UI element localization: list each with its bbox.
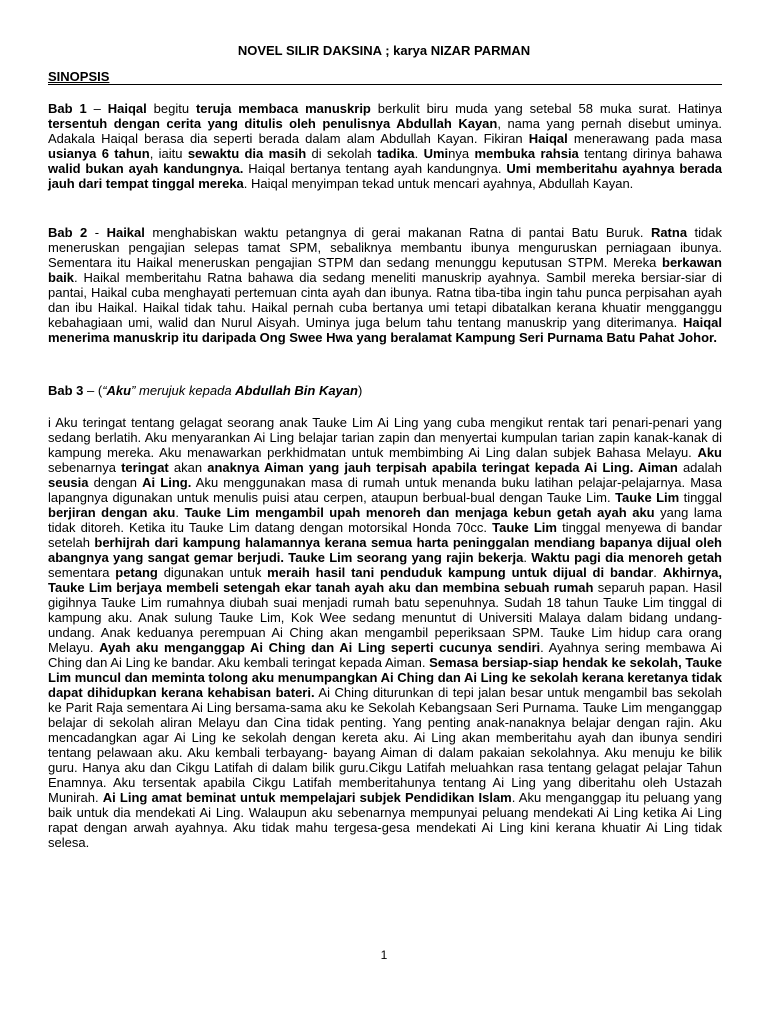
text-run: teringat xyxy=(121,460,169,475)
text-run: . xyxy=(175,505,185,520)
text-run: . xyxy=(414,146,424,161)
text-run: – ( xyxy=(83,383,103,398)
text-run: . Ayahnya sering membawa Ai Ching dan Ai Ling ke bandar. Aku kembali teringat kepada Aiman. xyxy=(48,640,722,670)
document-title: NOVEL SILIR DAKSINA ; karya NIZAR PARMAN xyxy=(237,43,531,58)
text-run: yang lama tidak ditoreh. Ketika itu Tauke Lim datang dengan motorsikal Honda 70cc. xyxy=(48,505,722,535)
paragraph-bab-1 xyxy=(48,101,722,191)
text-run: berkulit biru muda yang setebal 58 muka surat. Hatinya xyxy=(370,101,722,116)
text-run: - xyxy=(87,225,107,240)
text-run: menghabiskan waktu petangnya di gerai makanan Ratna di pantai Batu Buruk. xyxy=(144,225,651,240)
text-run: berjiran dengan aku xyxy=(48,505,176,520)
text-run: . xyxy=(523,550,532,565)
text-run: Ai Ling. xyxy=(142,475,192,490)
text-run: Ayah aku menganggap Ai Ching dan Ai Ling seperti cucunya sendiri xyxy=(99,640,541,655)
text-run: anaknya Aiman yang jauh terpisah apabila teringat kepada Ai Ling. Aiman xyxy=(207,460,678,475)
text-run: Haiqal xyxy=(107,101,147,116)
text-run: adalah xyxy=(677,460,722,475)
text-run: Haikal xyxy=(106,225,145,240)
text-run: usianya 6 tahun xyxy=(48,146,150,161)
text-run: Bab 1 xyxy=(48,101,87,116)
paragraph-bab-3-heading xyxy=(48,383,722,398)
text-run: tentang dirinya bahawa xyxy=(578,146,722,161)
text-run: Haiqal bertanya tentang ayah kandungnya. xyxy=(243,161,507,176)
section-heading-sinopsis: SINOPSIS xyxy=(48,69,722,85)
text-run: tidak meneruskan pengajian selepas tamat SPM, sebaliknya membantu ibunya menguruskan perniagaan ibunya. Sementara itu Haikal meneruskan pengajian STPM dan sedang menunggu keputusan STPM. Mereka xyxy=(48,225,723,270)
text-run: Umi xyxy=(423,146,449,161)
text-run: nya xyxy=(448,146,475,161)
text-run: berkawan baik xyxy=(48,255,722,285)
page-number: 1 xyxy=(380,948,388,962)
text-run: . Aku menganggap itu peluang yang baik untuk dia mendekati Ai Ling. Walaupun aku sebenarnya mempunyai peluang mendekati Ai Ling ketika Ai Ling rapat dengan arwah ayahnya. Aku tidak mahu tergesa-gesa mendekati Ai Ling kini kerana khuatir Ai Ling tidak selesa. xyxy=(48,790,722,850)
text-run: dengan xyxy=(88,475,143,490)
text-run: seusia xyxy=(48,475,89,490)
text-run: sewaktu dia masih xyxy=(187,146,307,161)
text-run: Tauke Lim xyxy=(492,520,557,535)
text-run: Akhirnya, Tauke Lim berjaya membeli setengah ekar tanah ayah aku dan membina sebuah rumah xyxy=(48,565,722,595)
text-run: sebenarnya xyxy=(48,460,122,475)
text-run: . xyxy=(653,565,663,580)
text-run: walid bukan ayah kandungnya. xyxy=(48,161,244,176)
text-run: “ xyxy=(102,383,107,398)
text-run: di sekolah xyxy=(306,146,378,161)
text-run: akan xyxy=(168,460,208,475)
text-run: Bab 3 xyxy=(48,383,84,398)
text-run: begitu xyxy=(146,101,196,116)
text-run: Waktu pagi dia menoreh getah xyxy=(531,550,722,565)
text-run: Ratna xyxy=(650,225,688,240)
text-run: Bab 2 xyxy=(48,225,88,240)
text-run: Semasa bersiap-siap hendak ke sekolah, Tauke Lim muncul dan meminta tolong aku menumpangkan Ai Ching dan Ai Ling ke sekolah kerana keretanya tidak dapat dihidupkan kerana kehabisan bateri. xyxy=(48,655,722,700)
text-run: membuka rahsia xyxy=(474,146,579,161)
text-run: menerawang pada masa xyxy=(567,131,723,146)
text-run: . Haikal memberitahu Ratna bahawa dia sedang meneliti manuskrip ayahnya. Sambil mereka bersiar-siar di pantai, Haikal cuba menghayati pertemuan cinta ayah dan ibunya. Ratna tiba-tiba ingin tahu punca perpisahan ayah dan ibu Haikal. Haikal tidak tahu. Haikal pernah cuba bertanya umi tetapi dibatalkan kerana khuatir mengganggu kebahagiaan umi, walid dan Nurul Aisyah. Uminya juga belum tahu tentang manuskrip yang diterimanya. xyxy=(48,270,722,330)
text-run: , nama yang pernah disebut uminya. Adakala Haiqal berasa dia seperti berada dalam alam Abdullah Kayan. Fikiran xyxy=(48,116,722,146)
text-run: teruja membaca manuskrip xyxy=(195,101,371,116)
text-run: separuh papan. Hasil gigihnya Tauke Lim rumahnya diubah suai menjadi rumah batu sepenuhnya. Sudah 18 tahun Tauke Lim tinggal di kampung aku. Anak sulung Tauke Lim, Kok Wee sedang menuntut di Universiti Malaya dalam bidang undang-undang. Anak keduanya perempuan Ai Ching akan mengambil peperiksaan SPM. Tauke Lim hidup cara orang Melayu. xyxy=(48,580,722,655)
text-run: ) xyxy=(357,383,363,398)
paragraph-bab-2 xyxy=(48,225,722,345)
text-run: sementara xyxy=(48,565,116,580)
text-run: , iaitu xyxy=(149,146,188,161)
text-run: Tauke Lim mengambil upah menoreh dan menjaga kebun getah ayah aku xyxy=(184,505,655,520)
text-run: tinggal menyewa di bandar setelah xyxy=(48,520,722,550)
text-run: Aku menggunakan masa di rumah untuk menanda buku latihan pelajar-pelajarnya. Masa lapangnya digunakan untuk menulis puisi atau cerpen, ataupun berbual-bual dengan Tauke Lim. xyxy=(48,475,722,505)
text-run: i Aku teringat tentang gelagat seorang anak Tauke Lim Ai Ling yang cuba mengikut rentak tari penari-penari yang sedang berlatih. Aku menyarankan Ai Ling belajar tarian zapin dan menyertai kumpulan tarian zapin kanak-kanak di kampung mereka. Aku menawarkan perkhidmatan untuk membimbing Ai Ling dalan subjek Bahasa Melayu. xyxy=(48,415,722,460)
text-run: tinggal xyxy=(679,490,722,505)
text-run: – xyxy=(86,101,108,116)
text-run: ” merujuk kepada xyxy=(131,383,236,398)
text-run: Aku xyxy=(106,383,132,398)
text-run: berhijrah dari kampung halamannya kerana semua harta peninggalan mendiang bapanya dijual oleh abangnya yang sangat gemar berjudi. Tauke Lim seorang yang rajin bekerja xyxy=(48,535,722,565)
text-run: Umi memberitahu ayahnya berada jauh dari tempat tinggal mereka xyxy=(48,161,722,191)
text-run: Haiqal menerima manuskrip itu daripada Ong Swee Hwa yang beralamat Kampung Seri Purnama Batu Pahat Johor. xyxy=(48,315,722,345)
text-run: tadika xyxy=(377,146,415,161)
text-run: Aku xyxy=(697,445,722,460)
text-run: Ai Ching diturunkan di tepi jalan besar untuk mengambil bas sekolah ke Parit Raja sementara Ai Ling bersama-sama aku ke Sekolah Kebangsaan Seri Purnama. Tauke Lim menganggap belajar di sekolah aliran Melayu dan Cina tidak penting. Yang penting anak-nanaknya belajar dengan rajin. Aku mencadangkan agar Ai Ling ke sekolah dengan kereta aku. Ai Ling akan memberitahu ayah dan ibunya sendiri tentang pelawaan aku. Aku kembali terbayang- bayang Aiman di dalam pakaian sekolahnya. Aku menuju ke bilik guru. Hanya aku dan Cikgu Latifah di dalam bilik guru.Cikgu Latifah meluahkan rasa tentang gelagat pelajar Tahun Enamnya. Aku tersentak apabila Cikgu Latifah memberitahunya tentang Ai Ling yang diberitahu oleh Ustazah Munirah. xyxy=(48,685,723,805)
text-run: tersentuh dengan cerita yang ditulis oleh penulisnya Abdullah Kayan xyxy=(48,116,498,131)
text-run: Ai Ling amat beminat untuk mempelajari subjek Pendidikan Islam xyxy=(102,790,512,805)
text-run: Tauke Lim xyxy=(615,490,680,505)
text-run: petang xyxy=(115,565,158,580)
text-run: meraih hasil tani penduduk kampung untuk dijual di bandar xyxy=(267,565,654,580)
paragraph-bab-3-body xyxy=(48,415,722,850)
text-run: . Haiqal menyimpan tekad untuk mencari ayahnya, Abdullah Kayan. xyxy=(243,176,634,191)
text-run: Abdullah Bin Kayan xyxy=(235,383,358,398)
text-run: digunakan untuk xyxy=(157,565,268,580)
text-run: Haiqal xyxy=(528,131,568,146)
